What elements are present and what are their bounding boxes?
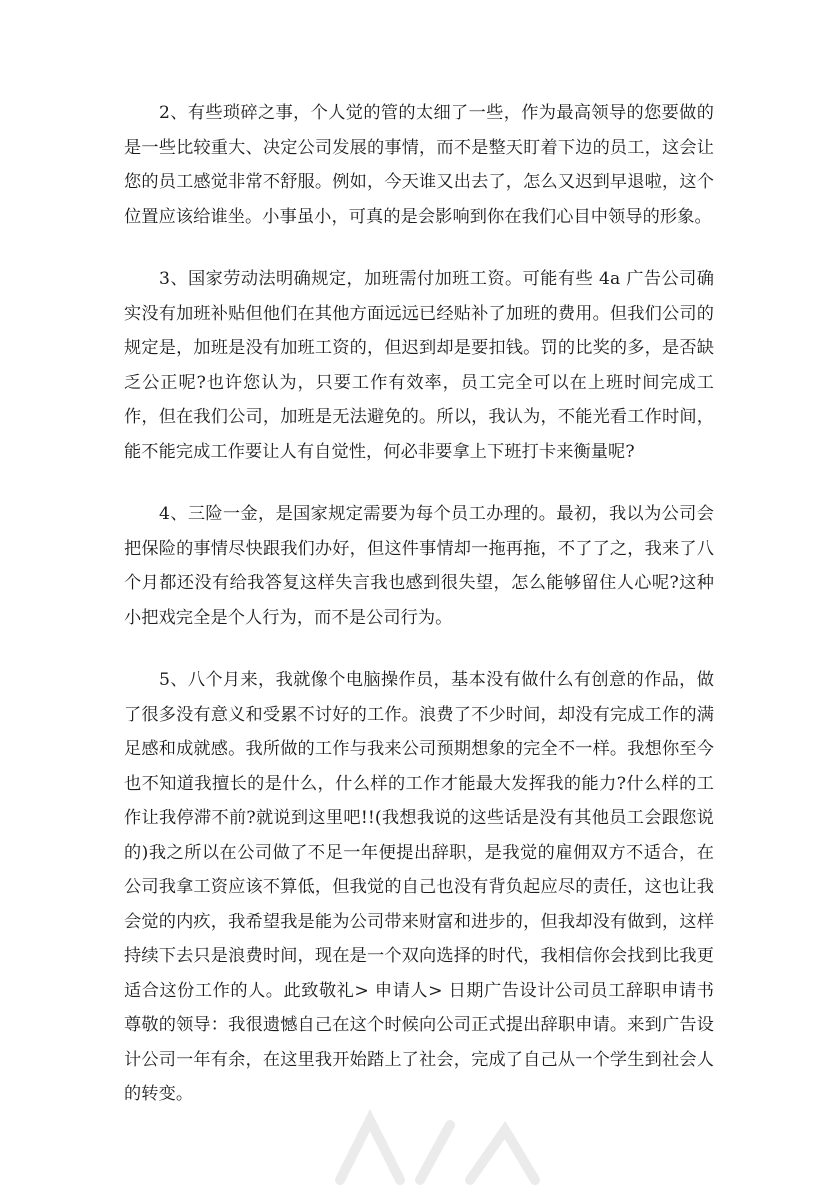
paragraph-5: 5、八个月来，我就像个电脑操作员，基本没有做什么有创意的作品，做了很多没有意义和受累不讨好的工作。浪费了不少时间，却没有完成工作的满足感和成就感。我所做的工作与我来公司预期想象的完全不一样。我想你至今也不知道我擅长的是什么，什么样的工作才能最大发挥我的能力?什么样的工作让我停滞不前?就说到这里吧!!(我想我说的这些话是没有其他员工会跟您说的)我之所以在公司做了不足一年便提出辞职，是我觉的雇佣双方不适合，在公司我拿工资应该不算低，但我觉的自己也没有背负起应尽的责任，这也让我会觉的内疚，我希望我是能为公司带来财富和进步的，但我却没有做到，这样持续下去只是浪费时间，现在是一个双向选择的时代，我相信你会找到比我更适合这份工作的人。此致敬礼> 申请人> 日期广告设计公司员工辞职申请书尊敬的领导：我很遗憾自己在这个时候向公司正式提出辞职申请。来到广告设计公司一年有余，在这里我开始踏上了社会，完成了自己从一个学生到社会人的转变。 bbox=[124, 670, 714, 1104]
paragraph-3: 3、国家劳动法明确规定，加班需付加班工资。可能有些 4a 广告公司确实没有加班补贴但他们在其他方面远远已经贴补了加班的费用。但我们公司的规定是，加班是没有加班工资的，但迟到却是要扣钱。罚的比奖的多，是否缺乏公正呢?也许您认为，只要工作有效率，员工完全可以在上班时间完成工作，但在我们公司，加班是无法避免的。所以，我认为，不能光看工作时间，能不能完成工作要让人有自觉性，何必非要拿上下班打卡来衡量呢? bbox=[124, 269, 714, 462]
paragraph-4: 4、三险一金，是国家规定需要为每个员工办理的。最初，我以为公司会把保险的事情尽快跟我们办好，但这件事情却一拖再拖，不了了之，我来了八个月都还没有给我答复这样失言我也感到很失望，怎么能够留住人心呢?这种小把戏完全是个人行为，而不是公司行为。 bbox=[124, 504, 714, 628]
paragraph-2: 2、有些琐碎之事，个人觉的管的太细了一些，作为最高领导的您要做的是一些比较重大、决定公司发展的事情，而不是整天盯着下边的员工，这会让您的员工感觉非常不舒服。例如，今天谁又出去了，怎么又迟到早退啦，这个位置应该给谁坐。小事虽小，可真的是会影响到你在我们心目中领导的形象。 bbox=[124, 103, 714, 227]
document-body bbox=[124, 96, 714, 1140]
